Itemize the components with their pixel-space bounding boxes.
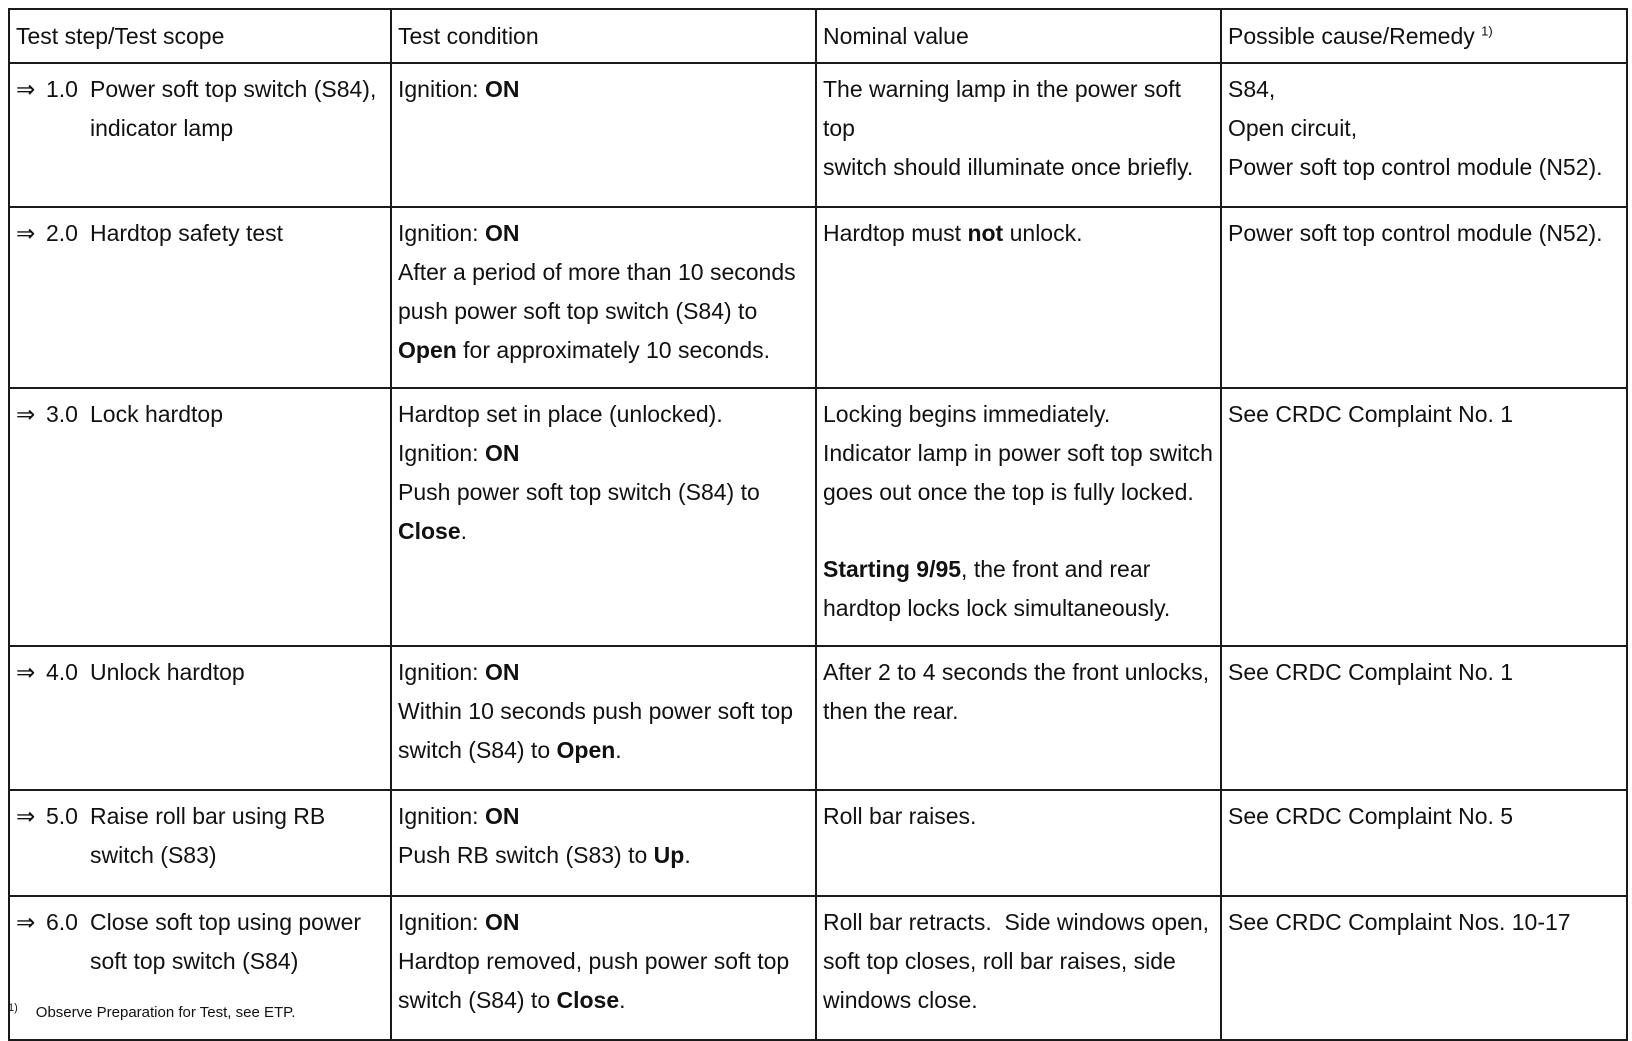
header-test-step: Test step/Test scope bbox=[9, 9, 391, 63]
table-row bbox=[9, 388, 1627, 646]
remedy-cell: See CRDC Complaint No. 1 bbox=[1221, 646, 1627, 790]
arrow-icon: ⇒ bbox=[16, 803, 36, 829]
step-number: 3.0 bbox=[46, 401, 78, 427]
test-condition-cell: Ignition: ON bbox=[391, 63, 816, 207]
test-condition-cell: Ignition: ON Hardtop removed, push power soft top switch (S84) to Close. bbox=[391, 896, 816, 1040]
header-test-condition: Test condition bbox=[391, 9, 816, 63]
test-step-cell bbox=[9, 207, 391, 388]
nominal-value-cell: Roll bar retracts. Side windows open, soft top closes, roll bar raises, side windows close. bbox=[816, 896, 1221, 1040]
test-step-cell bbox=[9, 790, 391, 896]
remedy-cell: See CRDC Complaint No. 5 bbox=[1221, 790, 1627, 896]
test-table bbox=[8, 8, 1628, 1041]
nominal-value-cell: Hardtop must not unlock. bbox=[816, 207, 1221, 388]
footnote bbox=[8, 998, 295, 1023]
arrow-icon: ⇒ bbox=[16, 909, 36, 935]
table-row bbox=[9, 646, 1627, 790]
test-condition-cell: Ignition: ON Within 10 seconds push power soft top switch (S84) to Open. bbox=[391, 646, 816, 790]
step-number: 5.0 bbox=[46, 803, 78, 829]
step-scope: Close soft top using power soft top switch (S84) bbox=[90, 909, 362, 974]
footnote-reference: 1) bbox=[1481, 22, 1493, 38]
nominal-value-cell: After 2 to 4 seconds the front unlocks, then the rear. bbox=[816, 646, 1221, 790]
step-number: 6.0 bbox=[46, 909, 78, 935]
table-row bbox=[9, 207, 1627, 388]
step-scope: Unlock hardtop bbox=[90, 659, 245, 685]
step-scope: Power soft top switch (S84), indicator lamp bbox=[90, 76, 377, 141]
remedy-cell: See CRDC Complaint No. 1 bbox=[1221, 388, 1627, 646]
footnote-text: Observe Preparation for Test, see ETP. bbox=[35, 1004, 296, 1021]
test-step-cell bbox=[9, 646, 391, 790]
nominal-value-cell: Roll bar raises. bbox=[816, 790, 1221, 896]
step-scope: Hardtop safety test bbox=[90, 220, 284, 246]
test-step-cell bbox=[9, 388, 391, 646]
table-row bbox=[9, 63, 1627, 207]
arrow-icon: ⇒ bbox=[16, 659, 36, 685]
footnote-mark: 1) bbox=[8, 1002, 18, 1014]
header-nominal-value: Nominal value bbox=[816, 9, 1221, 63]
arrow-icon: ⇒ bbox=[16, 401, 36, 427]
remedy-cell: Power soft top control module (N52). bbox=[1221, 207, 1627, 388]
remedy-cell: S84, Open circuit, Power soft top control module (N52). bbox=[1221, 63, 1627, 207]
test-condition-cell: Ignition: ON Push RB switch (S83) to Up. bbox=[391, 790, 816, 896]
table-row bbox=[9, 790, 1627, 896]
step-number: 1.0 bbox=[46, 76, 78, 102]
header-remedy: Possible cause/Remedy $^{1)}$ bbox=[1221, 9, 1627, 63]
arrow-icon: ⇒ bbox=[16, 220, 36, 246]
remedy-cell: See CRDC Complaint Nos. 10-17 bbox=[1221, 896, 1627, 1040]
table-header-row bbox=[9, 9, 1627, 63]
arrow-icon: ⇒ bbox=[16, 76, 36, 102]
step-scope: Raise roll bar using RB switch (S83) bbox=[90, 803, 326, 868]
test-condition-cell: Hardtop set in place (unlocked). Ignition: ON Push power soft top switch (S84) to Close. bbox=[391, 388, 816, 646]
step-scope: Lock hardtop bbox=[90, 401, 223, 427]
test-step-cell bbox=[9, 63, 391, 207]
step-number: 2.0 bbox=[46, 220, 78, 246]
test-condition-cell: Ignition: ON After a period of more than 10 seconds push power soft top switch (S84) to Open for approximately 10 seconds. bbox=[391, 207, 816, 388]
step-number: 4.0 bbox=[46, 659, 78, 685]
nominal-value-cell: Locking begins immediately. Indicator lamp in power soft top switch goes out once the top is fully locked. Starting 9/95, the front and rear hardtop locks lock simultaneously. bbox=[816, 388, 1221, 646]
nominal-value-cell: The warning lamp in the power soft top switch should illuminate once briefly. bbox=[816, 63, 1221, 207]
